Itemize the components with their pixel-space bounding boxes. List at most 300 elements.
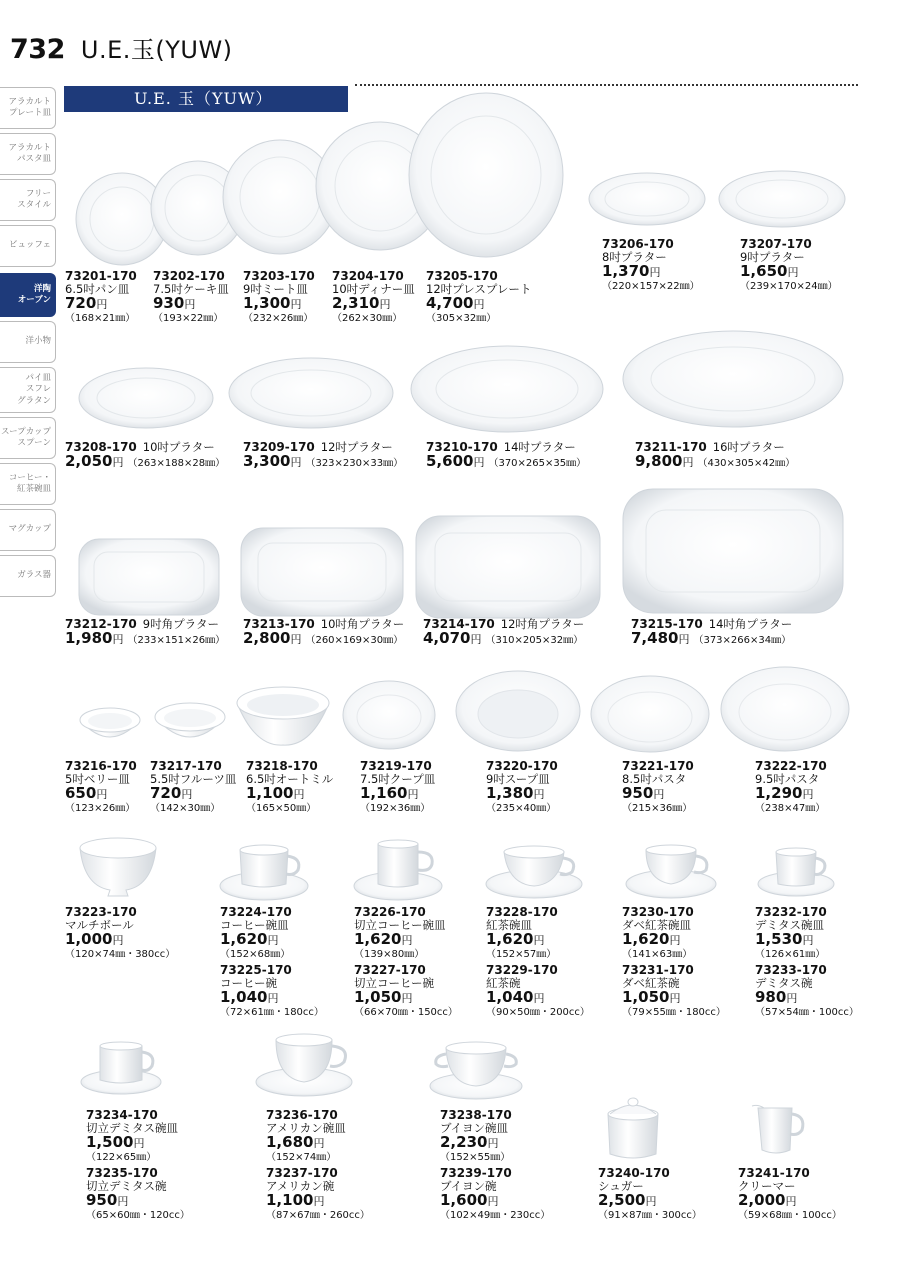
yen-unit: 円 <box>267 992 279 1005</box>
yen-unit: 円 <box>401 934 413 947</box>
product-dimensions: （192×36㎜） <box>360 803 431 814</box>
product-name: 14吋プラター <box>503 440 576 454</box>
product-item-p09[interactable] <box>243 440 403 471</box>
cup-saucer-image <box>484 844 584 900</box>
product-dimensions: （120×74㎜・380cc） <box>65 949 176 960</box>
product-name: 7.5吋クープ皿 <box>360 772 436 786</box>
product-code: 73237-170 <box>266 1166 338 1180</box>
product-dimensions: （430×305×42㎜） <box>697 458 796 469</box>
product-dimensions: （142×30㎜） <box>150 803 221 814</box>
sidebar-tab-a5[interactable] <box>0 273 56 317</box>
product-code: 73219-170 <box>360 759 432 773</box>
product-code: 73211-170 <box>635 440 707 454</box>
product-item-p40[interactable] <box>598 1167 702 1222</box>
series-banner: U.E. 玉（YUW） <box>64 86 348 112</box>
product-price: 1,290 <box>755 784 803 802</box>
yen-unit: 円 <box>290 456 302 469</box>
yen-unit: 円 <box>649 266 661 279</box>
cup-saucer-image <box>254 1032 354 1098</box>
product-code: 73204-170 <box>332 269 404 283</box>
product-code: 73227-170 <box>354 963 426 977</box>
sidebar-tab-a2[interactable] <box>0 133 56 175</box>
cup-saucer-image <box>80 1040 162 1096</box>
platter-image <box>228 357 394 429</box>
yen-unit: 円 <box>407 788 419 801</box>
yen-unit: 円 <box>678 633 690 646</box>
product-price: 4,700 <box>426 294 474 312</box>
product-name: 6.5吋パン皿 <box>65 282 130 296</box>
product-item-p19[interactable] <box>360 760 435 815</box>
product-name: 8吋プラター <box>602 250 667 264</box>
product-code: 73225-170 <box>220 963 292 977</box>
yen-unit: 円 <box>487 1137 499 1150</box>
product-item-p12[interactable] <box>65 617 225 648</box>
multi-bowl-image <box>78 836 158 898</box>
product-code: 73202-170 <box>153 269 225 283</box>
product-item-p07[interactable] <box>740 238 838 293</box>
product-code: 73230-170 <box>622 905 694 919</box>
yen-unit: 円 <box>290 633 302 646</box>
rectangular-platter-image <box>622 488 844 614</box>
product-dimensions: （123×26㎜） <box>65 803 136 814</box>
product-code: 73234-170 <box>86 1108 158 1122</box>
product-name: ブイヨン碗皿 <box>440 1121 508 1135</box>
product-name: シュガー <box>598 1179 644 1193</box>
product-dimensions: （152×68㎜） <box>220 949 291 960</box>
product-dimensions: （102×49㎜・230cc） <box>440 1210 551 1221</box>
product-name: 9吋ミート皿 <box>243 282 308 296</box>
product-item-p30[interactable] <box>622 906 694 961</box>
sidebar-tab-a10[interactable] <box>0 509 56 551</box>
product-code: 73231-170 <box>622 963 694 977</box>
yen-unit: 円 <box>473 456 485 469</box>
product-dimensions: （323×230×33㎜） <box>305 458 404 469</box>
product-dimensions: （90×50㎜・200cc） <box>486 1007 590 1018</box>
product-code: 73213-170 <box>243 617 315 631</box>
product-price: 1,300 <box>243 294 291 312</box>
product-item-p21[interactable] <box>622 760 694 815</box>
product-dimensions: （370×265×35㎜） <box>488 458 587 469</box>
sidebar-tab-a7[interactable] <box>0 367 56 413</box>
product-item-p26[interactable] <box>354 906 446 961</box>
product-dimensions: （373×266×34㎜） <box>693 635 792 646</box>
product-code: 73223-170 <box>65 905 137 919</box>
product-price: 1,600 <box>440 1191 488 1209</box>
product-item-p36[interactable] <box>266 1109 346 1164</box>
product-dimensions: （305×32㎜） <box>426 313 497 324</box>
product-name: ブイヨン碗 <box>440 1179 497 1193</box>
soup-plate-image <box>455 670 581 752</box>
bowl-image <box>153 701 227 749</box>
product-item-p22[interactable] <box>755 760 827 815</box>
product-code: 73229-170 <box>486 963 558 977</box>
product-name: クリーマー <box>738 1179 796 1193</box>
product-price: 950 <box>86 1191 118 1209</box>
product-code: 73221-170 <box>622 759 694 773</box>
product-name: デミタス碗皿 <box>755 918 824 932</box>
product-item-p05[interactable] <box>426 270 531 325</box>
sidebar-tab-label: ビュッフェ <box>8 240 51 251</box>
yen-unit: 円 <box>533 992 545 1005</box>
page-header <box>10 30 233 65</box>
coupe-plate-image <box>342 680 436 750</box>
product-name: 9吋角プラター <box>142 617 219 631</box>
sidebar-tab-a1[interactable] <box>0 87 56 129</box>
pasta-plate-image <box>590 675 710 753</box>
pasta-plate-image <box>720 666 850 752</box>
product-price: 720 <box>150 784 182 802</box>
product-code: 73209-170 <box>243 440 315 454</box>
sidebar-tab-label: アラカルト パスタ皿 <box>8 142 51 164</box>
yen-unit: 円 <box>487 1195 499 1208</box>
sidebar-tab-label: パイ皿 スフレ グラタン <box>17 372 51 406</box>
product-item-p39[interactable] <box>440 1167 550 1222</box>
sidebar-tab-a11[interactable] <box>0 555 56 597</box>
product-dimensions: （141×63㎜） <box>622 949 693 960</box>
sidebar-tab-label: アラカルト プレート皿 <box>8 96 51 118</box>
sidebar-tab-a3[interactable] <box>0 179 56 221</box>
product-price: 1,100 <box>266 1191 314 1209</box>
product-name: 紅茶碗皿 <box>486 918 532 932</box>
product-item-p13[interactable] <box>243 617 404 648</box>
product-dimensions: （165×50㎜） <box>246 803 317 814</box>
product-code: 73240-170 <box>598 1166 670 1180</box>
plate-image <box>408 92 564 258</box>
product-dimensions: （215×36㎜） <box>622 803 693 814</box>
product-name: 9.5吋パスタ <box>755 772 820 786</box>
product-name: マルチボール <box>65 918 134 932</box>
product-price: 650 <box>65 784 97 802</box>
product-price: 4,070 <box>423 629 471 647</box>
product-dimensions: （57×54㎜・100cc） <box>755 1007 859 1018</box>
product-code: 73239-170 <box>440 1166 512 1180</box>
platter-image <box>718 170 846 228</box>
sidebar-tab-label: コーヒー・ 紅茶碗皿 <box>8 472 51 494</box>
product-item-p23[interactable] <box>65 906 175 961</box>
rectangular-platter-image <box>78 538 220 616</box>
yen-unit: 円 <box>290 298 302 311</box>
product-dimensions: （239×170×24㎜） <box>740 281 838 292</box>
product-price: 1,050 <box>354 988 402 1006</box>
product-dimensions: （91×87㎜・300cc） <box>598 1210 702 1221</box>
product-dimensions: （310×205×32㎜） <box>485 635 584 646</box>
product-name: 7.5吋ケーキ皿 <box>153 282 229 296</box>
product-price: 1,530 <box>755 930 803 948</box>
product-dimensions: （66×70㎜・150cc） <box>354 1007 458 1018</box>
yen-unit: 円 <box>133 1137 145 1150</box>
product-price: 3,300 <box>243 452 291 470</box>
product-name: 切立コーヒー碗 <box>354 976 435 990</box>
yen-unit: 円 <box>470 633 482 646</box>
product-price: 5,600 <box>426 452 474 470</box>
product-dimensions: （126×61㎜） <box>755 949 826 960</box>
product-name: ダベ紅茶碗 <box>622 976 680 990</box>
product-name: 12吋角プラター <box>500 617 585 631</box>
yen-unit: 円 <box>401 992 413 1005</box>
product-name: 6.5吋オートミル <box>246 772 334 786</box>
cup-saucer-image <box>624 842 718 900</box>
yen-unit: 円 <box>533 788 545 801</box>
product-dimensions: （193×22㎜） <box>153 313 224 324</box>
product-name: 5吋ベリー皿 <box>65 772 130 786</box>
yen-unit: 円 <box>379 298 391 311</box>
yen-unit: 円 <box>313 1137 325 1150</box>
bouillon-cup-image <box>428 1040 524 1100</box>
cup-saucer-image <box>218 842 310 902</box>
product-price: 2,050 <box>65 452 113 470</box>
sidebar-tab-a4[interactable] <box>0 225 56 267</box>
product-name: コーヒー碗皿 <box>220 918 289 932</box>
product-code: 73201-170 <box>65 269 137 283</box>
product-code: 73206-170 <box>602 237 674 251</box>
product-name: アメリカン碗皿 <box>266 1121 346 1135</box>
product-dimensions: （168×21㎜） <box>65 313 136 324</box>
yen-unit: 円 <box>682 456 694 469</box>
product-dimensions: （152×55㎜） <box>440 1152 511 1163</box>
yen-unit: 円 <box>645 1195 657 1208</box>
product-item-p17[interactable] <box>150 760 236 815</box>
product-dimensions: （260×169×30㎜） <box>305 635 404 646</box>
product-item-p18[interactable] <box>246 760 333 815</box>
sidebar-tab-label: 洋小物 <box>25 336 51 347</box>
product-price: 7,480 <box>631 629 679 647</box>
product-price: 2,000 <box>738 1191 786 1209</box>
dotted-rule <box>355 84 858 86</box>
product-item-p28[interactable] <box>486 906 558 961</box>
product-code: 73235-170 <box>86 1166 158 1180</box>
product-dimensions: （87×67㎜・260cc） <box>266 1210 370 1221</box>
product-name: 14吋角プラター <box>708 617 793 631</box>
product-code: 73207-170 <box>740 237 812 251</box>
product-dimensions: （232×26㎜） <box>243 313 314 324</box>
product-price: 1,370 <box>602 262 650 280</box>
product-item-p03[interactable] <box>243 270 315 325</box>
product-name: 5.5吋フルーツ皿 <box>150 772 237 786</box>
product-name: 9吋スープ皿 <box>486 772 550 786</box>
product-code: 73212-170 <box>65 617 137 631</box>
product-price: 9,800 <box>635 452 683 470</box>
product-dimensions: （235×40㎜） <box>486 803 557 814</box>
platter-image <box>622 330 844 428</box>
product-price: 2,800 <box>243 629 291 647</box>
product-code: 73217-170 <box>150 759 222 773</box>
product-name: 9吋プラター <box>740 250 805 264</box>
yen-unit: 円 <box>653 788 665 801</box>
product-dimensions: （262×30㎜） <box>332 313 403 324</box>
yen-unit: 円 <box>669 992 681 1005</box>
rectangular-platter-image <box>415 515 601 619</box>
product-item-p08[interactable] <box>65 440 225 471</box>
product-item-p01[interactable] <box>65 270 137 325</box>
creamer-image <box>748 1100 808 1156</box>
yen-unit: 円 <box>313 1195 325 1208</box>
product-price: 1,680 <box>266 1133 314 1151</box>
product-item-p31[interactable] <box>622 964 726 1019</box>
product-name: 紅茶碗 <box>486 976 521 990</box>
product-dimensions: （152×57㎜） <box>486 949 557 960</box>
product-name: 10吋ディナー皿 <box>332 282 415 296</box>
product-name: 切立コーヒー碗皿 <box>354 918 446 932</box>
product-price: 950 <box>622 784 654 802</box>
sidebar-tab-a8[interactable] <box>0 417 56 459</box>
product-item-p20[interactable] <box>486 760 558 815</box>
product-price: 980 <box>755 988 787 1006</box>
product-price: 1,040 <box>220 988 268 1006</box>
product-code: 73220-170 <box>486 759 558 773</box>
yen-unit: 円 <box>112 934 124 947</box>
sugar-bowl-image <box>604 1092 662 1162</box>
product-dimensions: （152×74㎜） <box>266 1152 337 1163</box>
yen-unit: 円 <box>533 934 545 947</box>
yen-unit: 円 <box>293 788 305 801</box>
product-price: 1,650 <box>740 262 788 280</box>
yen-unit: 円 <box>184 298 196 311</box>
yen-unit: 円 <box>117 1195 129 1208</box>
product-code: 73214-170 <box>423 617 495 631</box>
product-price: 930 <box>153 294 185 312</box>
product-item-p32[interactable] <box>755 906 827 961</box>
product-code: 73203-170 <box>243 269 315 283</box>
product-item-p14[interactable] <box>423 617 584 648</box>
product-dimensions: （233×151×26㎜） <box>127 635 226 646</box>
product-name: 12吋プラター <box>320 440 393 454</box>
platter-image <box>588 172 706 226</box>
product-dimensions: （238×47㎜） <box>755 803 826 814</box>
product-name: 8.5吋パスタ <box>622 772 687 786</box>
yen-unit: 円 <box>96 298 108 311</box>
product-item-p25[interactable] <box>220 964 324 1019</box>
product-item-p29[interactable] <box>486 964 590 1019</box>
platter-image <box>78 367 214 429</box>
yen-unit: 円 <box>786 992 798 1005</box>
product-price: 1,160 <box>360 784 408 802</box>
product-price: 2,500 <box>598 1191 646 1209</box>
sidebar-tab-label: フリー スタイル <box>17 188 51 210</box>
product-name: ダベ紅茶碗皿 <box>622 918 691 932</box>
product-dimensions: （79×55㎜・180cc） <box>622 1007 726 1018</box>
product-code: 73210-170 <box>426 440 498 454</box>
product-dimensions: （65×60㎜・120cc） <box>86 1210 190 1221</box>
bowl-image <box>235 685 331 747</box>
product-code: 73228-170 <box>486 905 558 919</box>
yen-unit: 円 <box>787 266 799 279</box>
product-code: 73238-170 <box>440 1108 512 1122</box>
product-price: 1,620 <box>486 930 534 948</box>
product-item-p35[interactable] <box>86 1167 190 1222</box>
product-dimensions: （220×157×22㎜） <box>602 281 700 292</box>
product-price: 2,310 <box>332 294 380 312</box>
product-price: 1,040 <box>486 988 534 1006</box>
product-dimensions: （263×188×28㎜） <box>127 458 226 469</box>
product-dimensions: （122×65㎜） <box>86 1152 157 1163</box>
yen-unit: 円 <box>267 934 279 947</box>
product-item-p34[interactable] <box>86 1109 178 1164</box>
yen-unit: 円 <box>802 788 814 801</box>
yen-unit: 円 <box>112 633 124 646</box>
page-title: U.E.玉(YUW) <box>80 36 233 64</box>
product-item-p02[interactable] <box>153 270 229 325</box>
product-name: 切立デミタス碗皿 <box>86 1121 178 1135</box>
product-item-p33[interactable] <box>755 964 859 1019</box>
product-code: 73218-170 <box>246 759 318 773</box>
product-price: 1,000 <box>65 930 113 948</box>
sidebar-tab-label: ガラス器 <box>17 570 51 581</box>
product-code: 73241-170 <box>738 1166 810 1180</box>
product-item-p15[interactable] <box>631 617 792 648</box>
product-name: 12吋プレスプレート <box>426 282 532 296</box>
product-name: デミタス碗 <box>755 976 813 990</box>
product-code: 73215-170 <box>631 617 703 631</box>
product-price: 1,620 <box>354 930 402 948</box>
product-name: コーヒー碗 <box>220 976 278 990</box>
rectangular-platter-image <box>240 527 404 617</box>
product-code: 73216-170 <box>65 759 137 773</box>
product-item-p16[interactable] <box>65 760 137 815</box>
product-name: 切立デミタス碗 <box>86 1179 167 1193</box>
product-item-p37[interactable] <box>266 1167 370 1222</box>
product-code: 73233-170 <box>755 963 827 977</box>
yen-unit: 円 <box>112 456 124 469</box>
product-name: 16吋プラター <box>712 440 785 454</box>
product-code: 73224-170 <box>220 905 292 919</box>
yen-unit: 円 <box>96 788 108 801</box>
platter-image <box>410 345 604 433</box>
product-code: 73222-170 <box>755 759 827 773</box>
yen-unit: 円 <box>669 934 681 947</box>
product-item-p38[interactable] <box>440 1109 512 1164</box>
product-name: アメリカン碗 <box>266 1179 335 1193</box>
product-item-p24[interactable] <box>220 906 292 961</box>
sidebar-tab-a6[interactable] <box>0 321 56 363</box>
product-name: 10吋角プラター <box>320 617 405 631</box>
yen-unit: 円 <box>473 298 485 311</box>
bowl-image <box>78 706 142 748</box>
sidebar-tab-label: 洋陶 オーブン <box>17 283 51 305</box>
product-price: 1,620 <box>220 930 268 948</box>
product-price: 720 <box>65 294 97 312</box>
product-item-p04[interactable] <box>332 270 415 325</box>
product-price: 1,620 <box>622 930 670 948</box>
product-dimensions: （139×80㎜） <box>354 949 425 960</box>
sidebar-tab-label: スープカップ スプーン <box>1 426 51 448</box>
product-price: 1,100 <box>246 784 294 802</box>
product-price: 1,500 <box>86 1133 134 1151</box>
product-item-p27[interactable] <box>354 964 458 1019</box>
product-code: 73232-170 <box>755 905 827 919</box>
yen-unit: 円 <box>802 934 814 947</box>
sidebar-tab-label: マグカップ <box>8 524 51 535</box>
product-code: 73236-170 <box>266 1108 338 1122</box>
product-price: 1,980 <box>65 629 113 647</box>
product-code: 73205-170 <box>426 269 498 283</box>
product-price: 1,380 <box>486 784 534 802</box>
product-name: 10吋プラター <box>142 440 215 454</box>
product-item-p10[interactable] <box>426 440 586 471</box>
product-price: 1,050 <box>622 988 670 1006</box>
product-code: 73208-170 <box>65 440 137 454</box>
product-price: 2,230 <box>440 1133 488 1151</box>
product-code: 73226-170 <box>354 905 426 919</box>
cup-saucer-image <box>756 846 836 898</box>
product-item-p41[interactable] <box>738 1167 842 1222</box>
page-number: 732 <box>10 34 65 65</box>
cup-saucer-image <box>352 838 444 902</box>
product-item-p11[interactable] <box>635 440 795 471</box>
product-dimensions: （72×61㎜・180cc） <box>220 1007 324 1018</box>
yen-unit: 円 <box>181 788 193 801</box>
sidebar-tab-a9[interactable] <box>0 463 56 505</box>
product-item-p06[interactable] <box>602 238 700 293</box>
